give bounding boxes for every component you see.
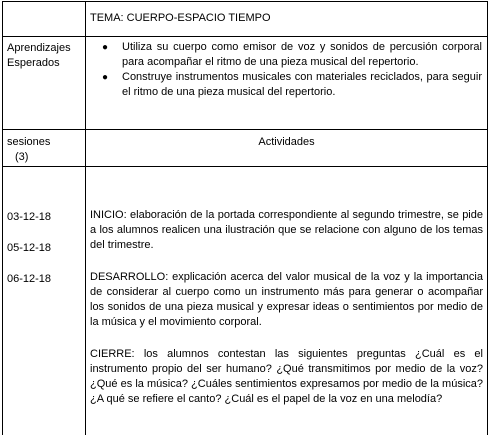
tema-row	[3, 2, 488, 37]
sesiones-label-cell	[3, 130, 86, 167]
dates-cell	[3, 167, 86, 435]
dates-list	[3, 167, 85, 287]
lesson-plan-table	[2, 1, 488, 435]
actividades-header: Actividades	[258, 136, 315, 148]
aprendizajes-label-cell	[3, 37, 86, 130]
tema-cell	[86, 2, 488, 37]
actividades-header-cell	[86, 130, 488, 167]
session-date: 03-12-18	[7, 211, 52, 223]
sesiones-label-text: sesiones	[7, 136, 51, 148]
aprendizaje-text: Utiliza su cuerpo como emisor de voz y sonidos de percusión corporal para acompañar el ritmo de una pieza musical del repertorio.	[122, 41, 482, 68]
activity-cierre: CIERRE: los alumnos contestan las siguientes preguntas ¿Cuál es el instrumento propio del ser humano? ¿Qué transmitimos por medio de la voz? ¿Qué es la música? ¿Cuáles sentimientos expresamos por medio de la música? ¿A qué se refiere el canto? ¿Cuál es el papel de la voz en una melodía?	[90, 348, 483, 405]
sesiones-count: (3)	[15, 151, 29, 163]
activity-inicio: INICIO: elaboración de la portada correspondiente al segundo trimestre, se pide a los alumnos realicen una ilustración que se relacione con alguno de los temas del trimestre.	[90, 209, 483, 251]
aprendizajes-row	[3, 37, 488, 130]
activities-cell	[86, 167, 488, 435]
session-date: 06-12-18	[7, 273, 52, 285]
tema-title: TEMA: CUERPO-ESPACIO TIEMPO	[90, 12, 271, 24]
sesiones-row	[3, 130, 488, 167]
session-date: 05-12-18	[7, 242, 52, 254]
aprendizajes-content-cell	[86, 37, 488, 130]
tema-empty-cell	[3, 2, 86, 37]
sesiones-label	[3, 130, 85, 165]
list-item	[91, 70, 482, 100]
aprendizajes-list	[86, 37, 487, 100]
activity-desarrollo: DESARROLLO: explicación acerca del valor musical de la voz y la importancia de considerar al cuerpo como un instrumento más para generar o acompañar los sonidos de una pieza musical y expresar ideas o sentimientos por medio de la música y el movimiento corporal.	[90, 271, 483, 328]
aprendizaje-text: Construye instrumentos musicales con materiales reciclados, para seguir el ritmo de una pieza musical del repertorio.	[122, 71, 482, 98]
activities-text	[86, 167, 487, 407]
actividades-row	[3, 167, 488, 435]
bullet-icon: ●	[102, 72, 109, 83]
list-item	[91, 40, 482, 70]
bullet-icon: ●	[102, 42, 109, 53]
aprendizajes-label: Aprendizajes Esperados	[7, 42, 71, 69]
